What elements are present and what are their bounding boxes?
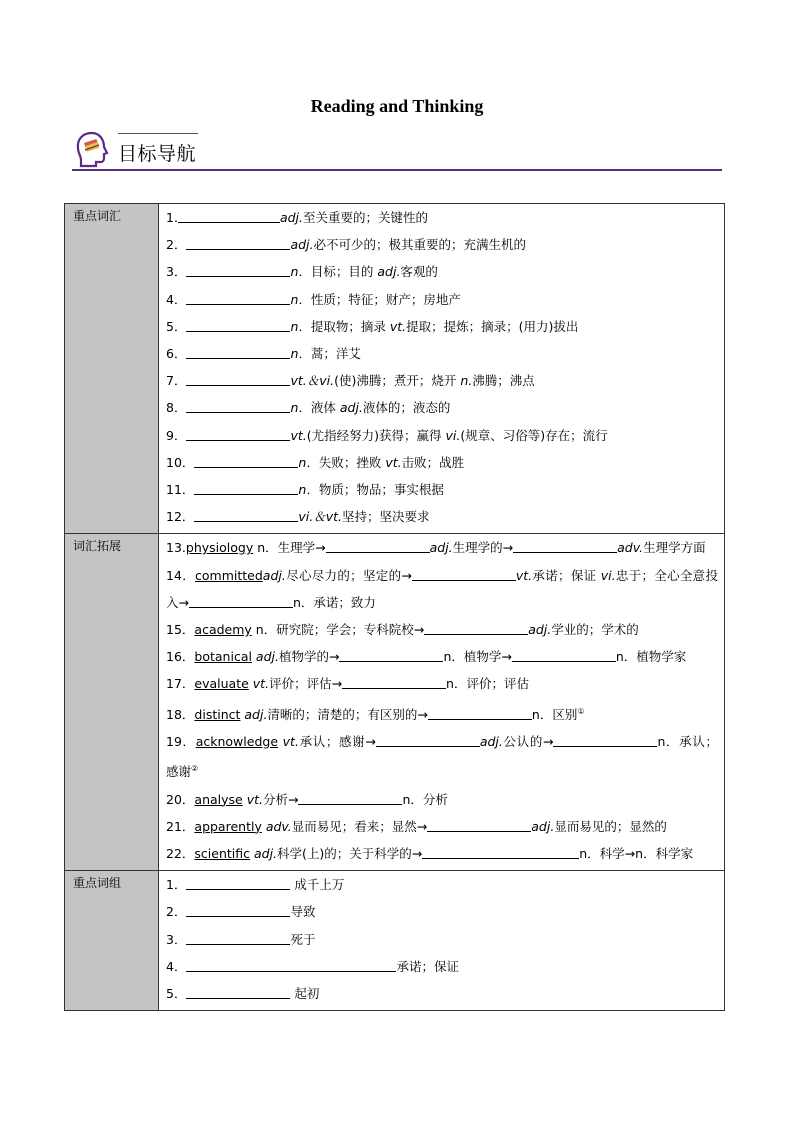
keyword: evaluate [194,676,249,692]
section-content [159,534,725,871]
list-item: 1． 成千上万 [166,877,345,893]
list-item: 14．committedadj.尽心尽力的；坚定的→ vt.承诺；保证 vi.忠于；全心全意投入→ n．承诺；致力 [166,567,718,610]
list-item: 2． 导致 [166,904,316,920]
list-item: 6． n．蒿；洋艾 [166,346,361,362]
answer-blank[interactable] [186,344,290,359]
list-item: 10． n．失败；挫败 vt.击败；战胜 [166,454,465,470]
answer-blank[interactable] [512,647,616,662]
section-content [159,204,725,534]
answer-blank[interactable] [186,426,290,441]
answer-blank[interactable] [186,262,290,277]
answer-blank[interactable] [553,732,657,747]
keyword: analyse [194,791,243,807]
list-item: 12． vi.＆vt.坚持；坚决要求 [166,509,430,525]
answer-blank[interactable] [186,371,290,386]
section-key-phrases [65,871,725,1011]
answer-blank[interactable] [186,235,290,250]
list-item: 9． vt.(尤指经努力)获得；赢得 vi.(规章、习俗等)存在；流行 [166,427,608,443]
section-content [159,871,725,1011]
answer-blank[interactable] [376,732,480,747]
answer-blank[interactable] [186,984,290,999]
answer-blank[interactable] [194,453,298,468]
list-item: 5． 起初 [166,986,320,1001]
answer-blank[interactable] [424,620,528,635]
list-item: 15．academy n．研究院；学会；专科院校→ adj.学业的；学术的 [166,622,639,638]
answer-blank[interactable] [186,902,290,917]
list-item: 20．analyse vt.分析→ n．分析 [166,791,448,807]
list-item: 3． 死于 [166,931,316,947]
list-item: 17．evaluate vt.评价；评估→ n．评价；评估 [166,676,529,692]
answer-blank[interactable] [194,480,298,495]
list-item: 8． n．液体 adj.液体的；液态的 [166,400,451,416]
keyword: acknowledge [195,734,279,750]
answer-blank[interactable] [186,930,290,945]
answer-blank[interactable] [186,957,396,972]
answer-blank[interactable] [194,507,298,522]
list-item: 7． vt.＆vi.(使)沸腾；煮开；烧开 n.沸腾；沸点 [166,373,535,389]
list-item: 11． n．物质；物品；事实根据 [166,482,444,498]
list-item: 5． n．提取物；摘录 vt.提取；提炼；摘录；(用力)拔出 [166,318,579,334]
answer-blank[interactable] [339,647,443,662]
vocabulary-table [64,203,725,1011]
list-item: 22．scientific adj.科学(上)的；关于科学的→ n．科学→n．科学家 [166,845,694,861]
answer-blank[interactable] [326,538,430,553]
answer-blank[interactable] [428,705,532,720]
list-item: 2． adj.必不可少的；极其重要的；充满生机的 [166,237,527,253]
keyword: distinct [194,706,241,722]
keyword: physiology [185,540,254,556]
answer-blank[interactable] [298,790,402,805]
answer-blank[interactable] [427,817,531,832]
keyword: apparently [194,818,262,834]
answer-blank[interactable] [186,875,290,890]
head-with-book-icon [74,130,110,168]
answer-blank[interactable] [422,844,579,859]
section-nav-header [72,128,722,172]
keyword: botanical [194,649,252,665]
nav-divider [72,169,722,171]
answer-blank[interactable] [342,674,446,689]
footnote-mark: ② [191,764,199,774]
list-item: 13.physiology n．生理学→ adj.生理学的→ adv.生理学方面 [166,540,706,556]
section-key-vocab [65,204,725,534]
list-item: 18．distinct adj.清晰的；清楚的；有区别的→ n．区别① [166,706,585,722]
answer-blank[interactable] [186,398,290,413]
answer-blank[interactable] [178,208,280,223]
answer-blank[interactable] [412,566,516,581]
answer-blank[interactable] [513,538,617,553]
answer-blank[interactable] [186,290,290,305]
list-item: 19．acknowledge vt.承认；感谢→ adj.公认的→ n．承认；感谢② [166,734,718,780]
page-title: Reading and Thinking [310,96,484,116]
list-item: 16．botanical adj.植物学的→ n．植物学→ n．植物学家 [166,649,687,665]
section-label: 重点词组 [65,871,159,1011]
keyword: academy [194,622,252,638]
list-item: 1. adj.至关重要的；关键性的 [166,210,428,225]
keyword: committed [195,567,263,583]
section-vocab-expansion [65,534,725,871]
list-item: 4． 承诺；保证 [166,958,459,974]
list-item: 4． n．性质；特征；财产；房地产 [166,291,461,307]
footnote-mark: ① [577,706,585,716]
nav-accent-line [118,133,198,134]
section-label: 重点词汇 [65,204,159,534]
section-label: 词汇拓展 [65,534,159,871]
keyword: scientific [194,845,250,861]
answer-blank[interactable] [189,593,293,608]
list-item: 3． n．目标；目的 adj.客观的 [166,264,438,280]
nav-title: 目标导航 [118,143,197,165]
answer-blank[interactable] [186,317,290,332]
list-item: 21．apparently adv.显而易见；看来；显然→ adj.显而易见的；显然的 [166,818,667,834]
